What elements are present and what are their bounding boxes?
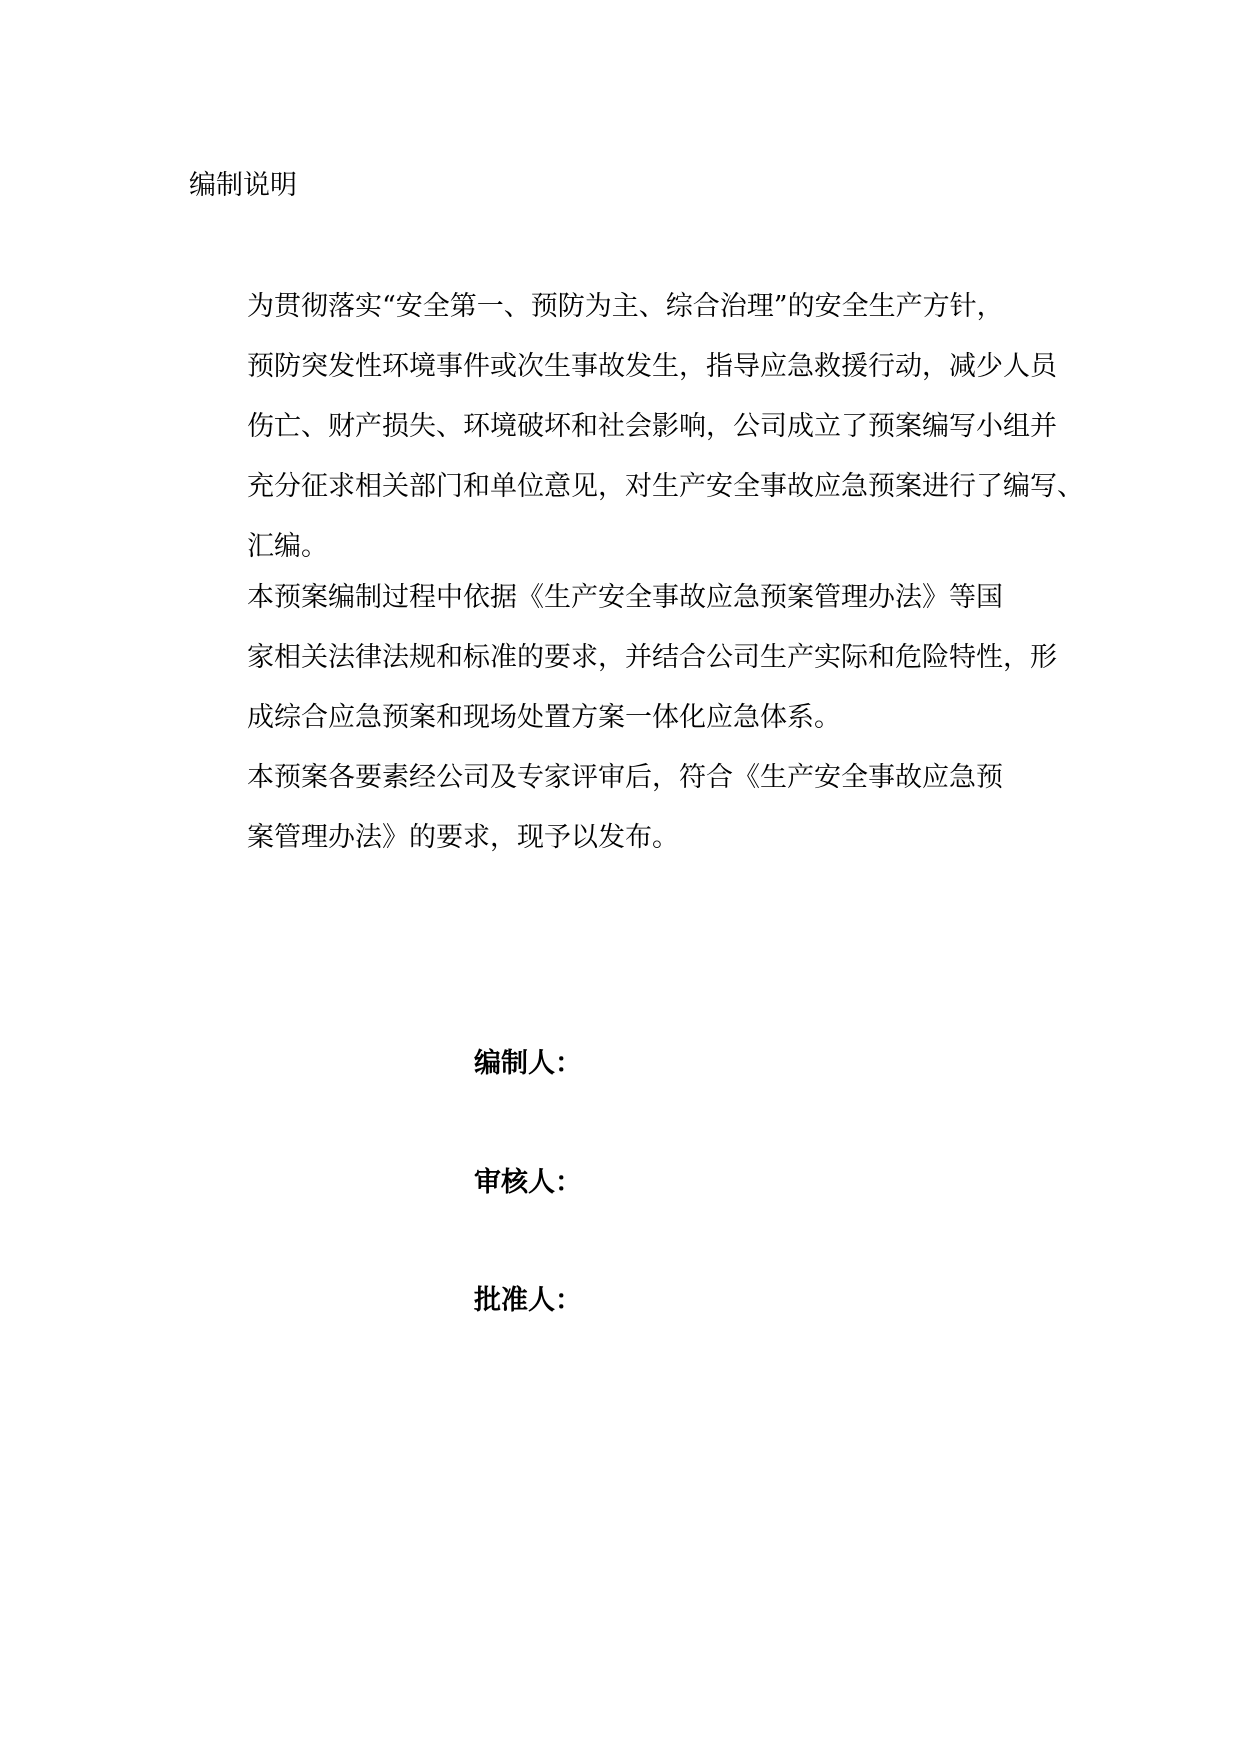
paragraph-line: 本预案编制过程中依据《生产安全事故应急预案管理办法》等国: [247, 582, 1003, 613]
paragraph-line: 伤亡、财产损失、环境破坏和社会影响，公司成立了预案编写小组并: [247, 411, 1057, 442]
compiler-signature-label: 编制人：: [474, 1048, 582, 1079]
paragraph-line: 为贯彻落实“安全第一、预防为主、综合治理”的安全生产方针，: [247, 291, 1004, 322]
paragraph-line: 预防突发性环境事件或次生事故发生，指导应急救援行动，减少人员: [247, 351, 1057, 382]
paragraph-purpose: [189, 277, 1084, 577]
paragraph-line: 汇编。: [247, 531, 328, 562]
reviewer-signature-label: 审核人：: [474, 1167, 582, 1198]
paragraph-line: 家相关法律法规和标准的要求，并结合公司生产实际和危险特性，形: [247, 642, 1057, 673]
paragraph-line: 充分征求相关部门和单位意见，对生产安全事故应急预案进行了编写、: [247, 471, 1084, 502]
document-heading: 编制说明: [189, 170, 297, 201]
paragraph-release: [189, 748, 1064, 868]
paragraph-line: 成综合应急预案和现场处置方案一体化应急体系。: [247, 702, 841, 733]
approver-signature-label: 批准人：: [474, 1285, 582, 1316]
paragraph-line: 本预案各要素经公司及专家评审后，符合《生产安全事故应急预: [247, 762, 1003, 793]
paragraph-basis: [189, 568, 1064, 748]
paragraph-line: 案管理办法》的要求，现予以发布。: [247, 822, 679, 853]
